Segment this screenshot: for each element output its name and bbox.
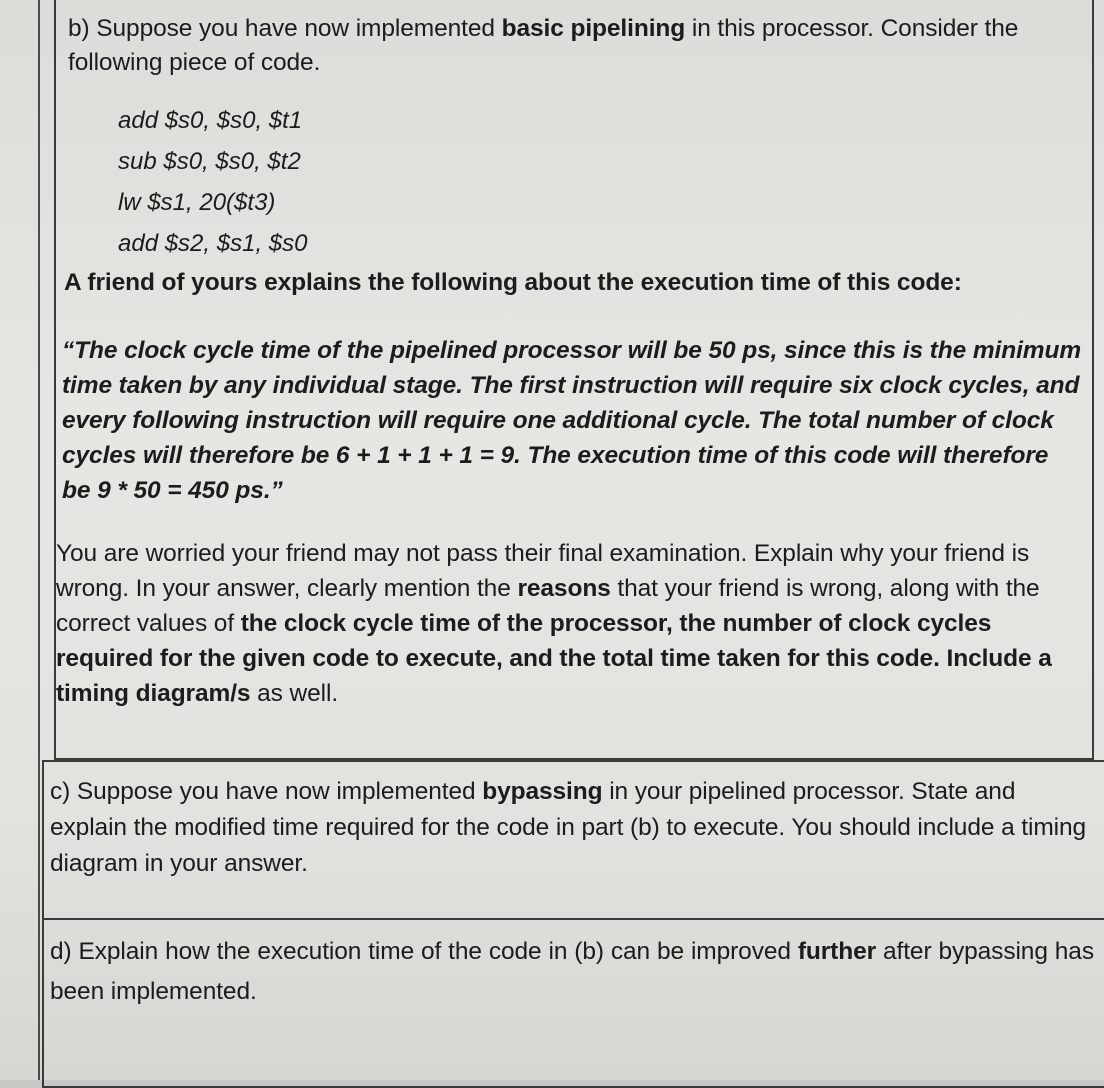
code-line: add $s2, $s1, $s0 bbox=[118, 230, 308, 257]
table-gutter bbox=[0, 0, 40, 1080]
part-d-text: d) Explain how the execution time of the code in (b) can be improved further after bypassing has been implemented. bbox=[50, 938, 1094, 1005]
friend-quote: “The clock cycle time of the pipelined processor will be 50 ps, since this is the minimum time taken by any individual stage. The first instruction will require six clock cycles, and every following instruction will require one additional cycle. The total number of clock cycles will therefore be 6 + 1 + 1 + 1 = 9. The execution time of this code will therefore be 9 * 50 = 450 ps.” bbox=[62, 337, 1082, 504]
friend-intro: A friend of yours explains the following about the execution time of this code: bbox=[64, 269, 962, 296]
part-b-task: You are worried your friend may not pass their final examination. Explain why your friend is wrong. In your answer, clearly mention the reasons that your friend is wrong, along with the correct values of the clock cycle time of the processor, the number of clock cycles required for the given code to execute, and the total time taken for this code. Include a timing diagram/s as well. bbox=[56, 540, 1052, 707]
part-c-text: c) Suppose you have now implemented bypassing in your pipelined processor. State and explain the modified time required for the code in part (b) to execute. You should include a timing diagram in your answer. bbox=[50, 778, 1087, 877]
code-block bbox=[118, 100, 307, 264]
code-line: add $s0, $s0, $t1 bbox=[118, 107, 303, 134]
code-line: sub $s0, $s0, $t2 bbox=[118, 148, 301, 175]
part-b-intro: b) Suppose you have now implemented basic pipelining in this processor. Consider the following piece of code. bbox=[68, 15, 1019, 76]
code-line: lw $s1, 20($t3) bbox=[118, 189, 276, 216]
